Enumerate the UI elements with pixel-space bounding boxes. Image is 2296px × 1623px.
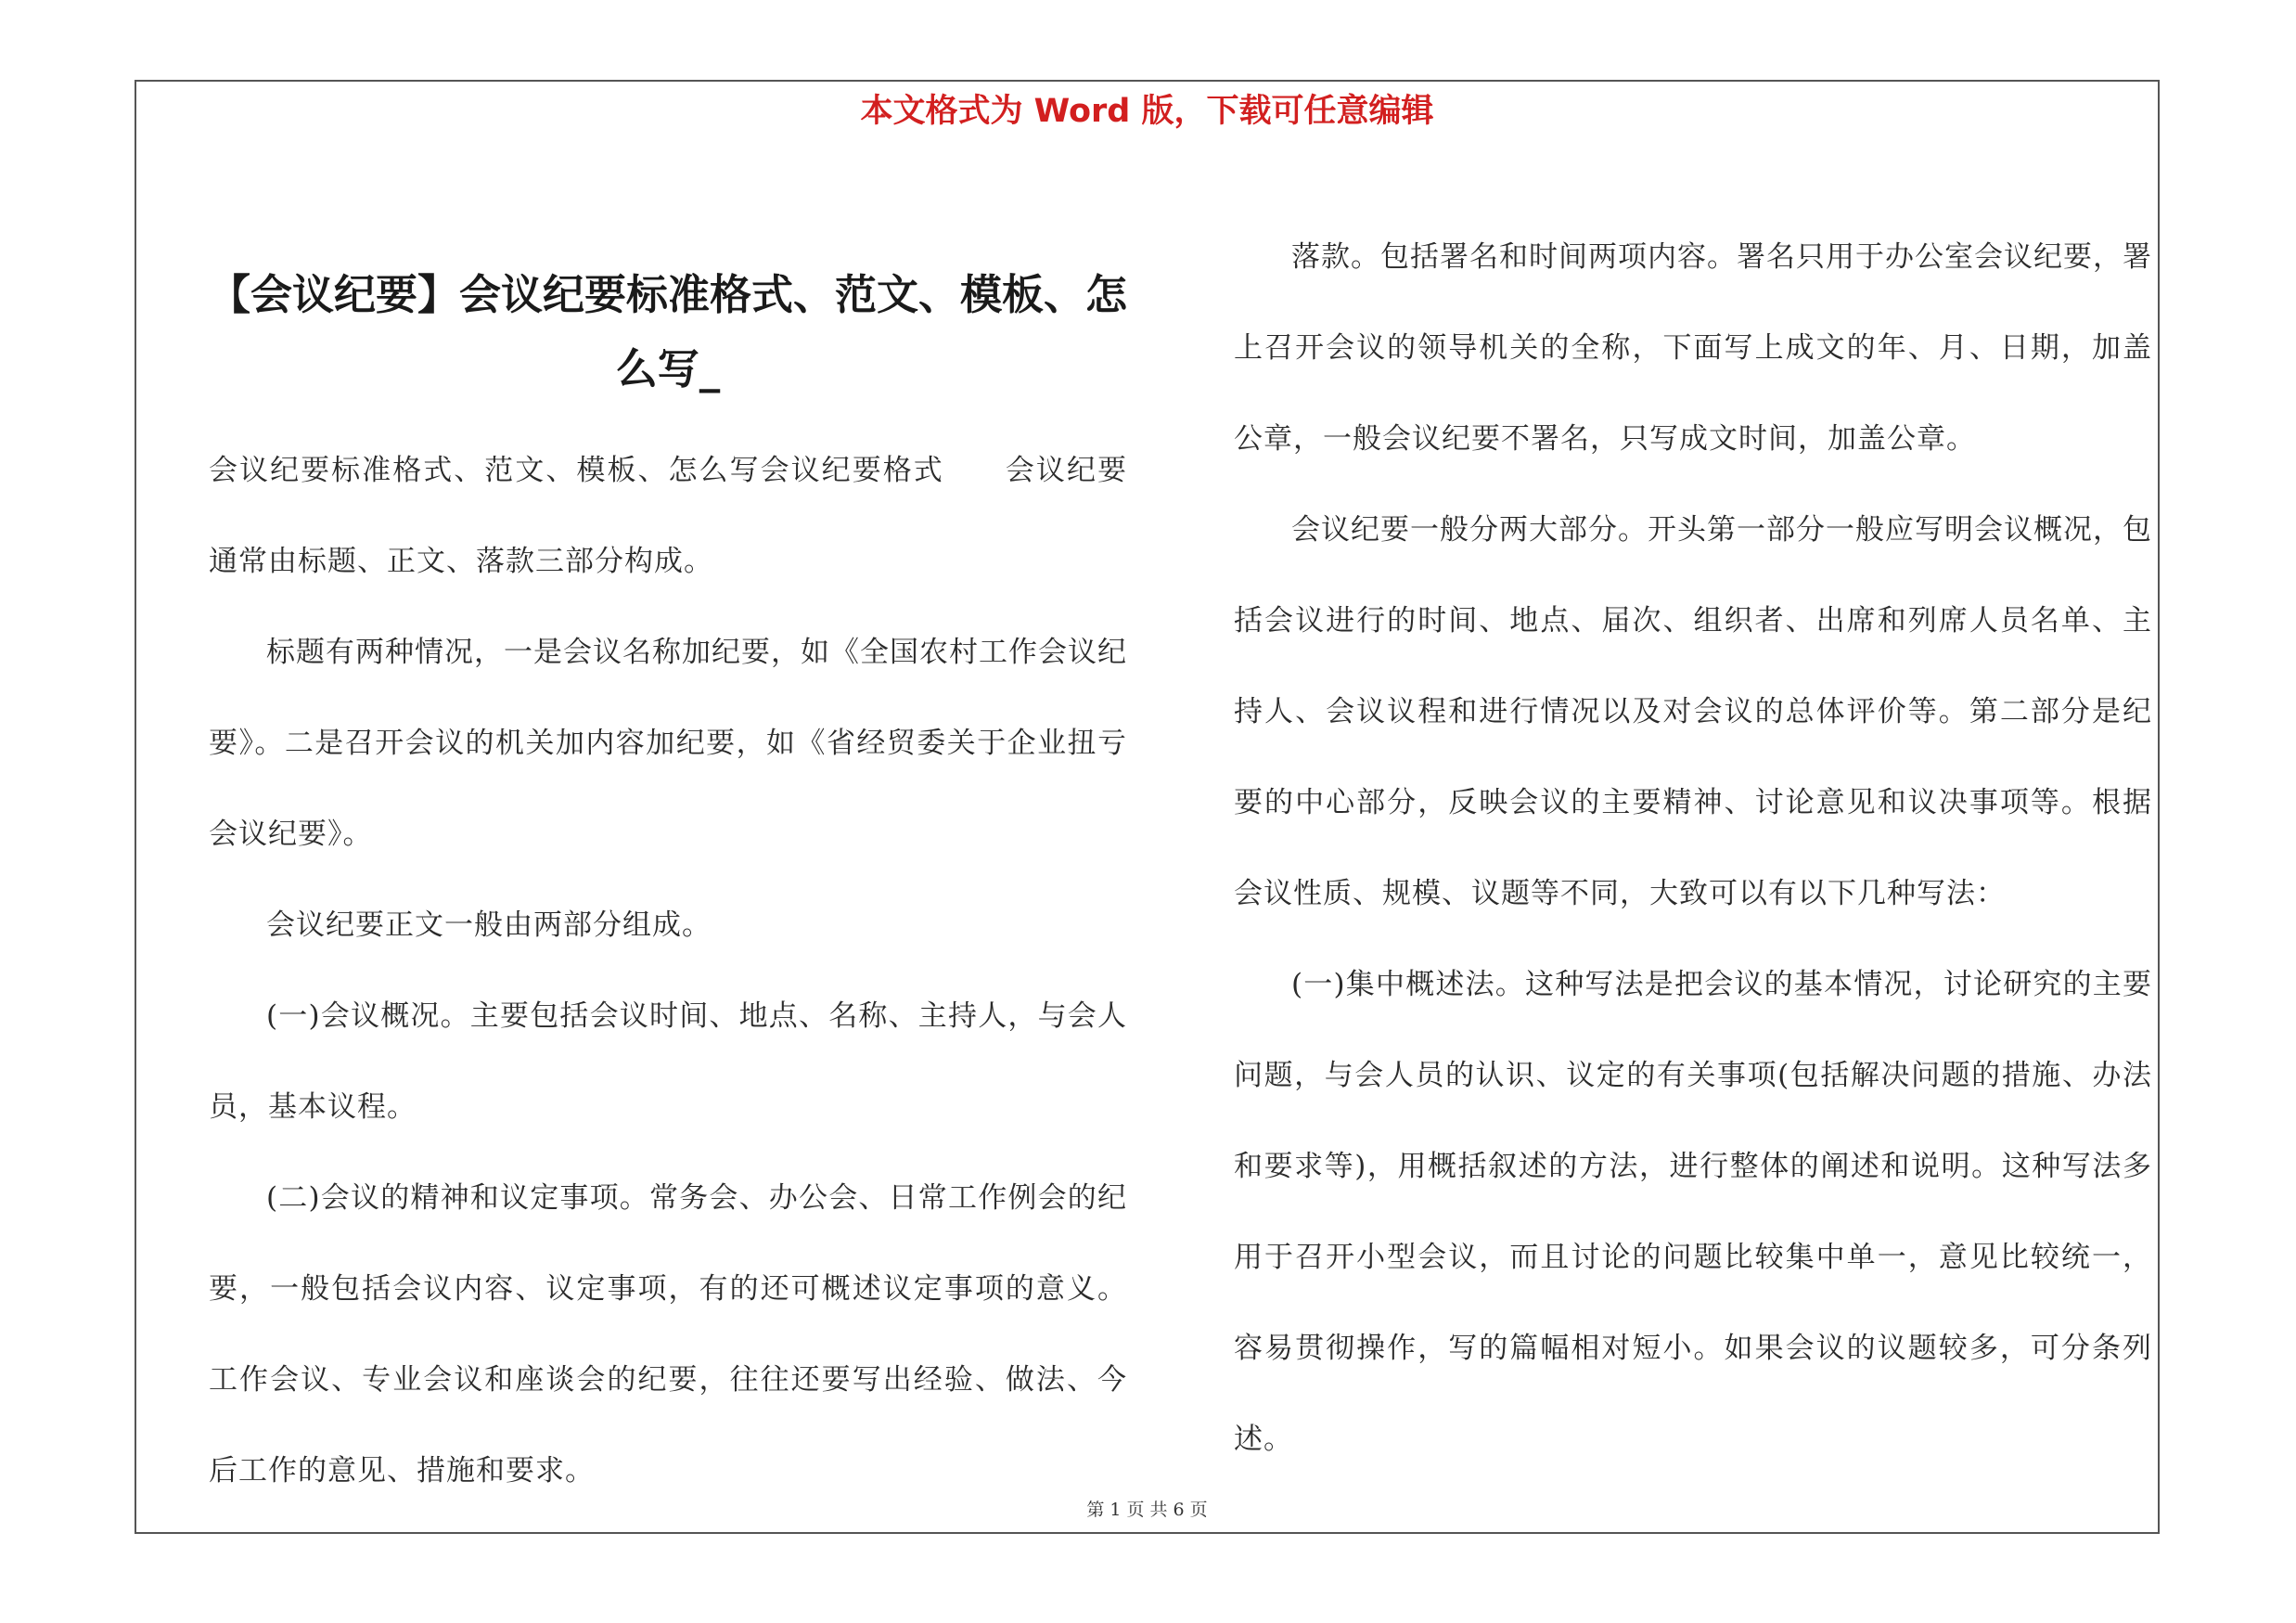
paragraph: 落款。包括署名和时间两项内容。署名只用于办公室会议纪要，署上召开会议的领导机关的全称，下面写上成文的年、月、日期，加盖公章，一般会议纪要不署名，只写成文时间，加盖公章。 xyxy=(1234,240,2152,456)
paragraph: (一)会议概况。主要包括会议时间、地点、名称、主持人，与会人员，基本议程。 xyxy=(209,999,1127,1124)
format-banner: 本文格式为 Word 版，下载可任意编辑 xyxy=(860,93,1434,130)
right-column xyxy=(1234,212,2152,1485)
paragraph: 会议纪要标准格式、范文、模板、怎么写会议纪要格式 会议纪要通常由标题、正文、落款三部分构成。 xyxy=(209,454,1127,578)
page-number-footer: 第 1 页 共 6 页 xyxy=(1086,1500,1208,1520)
paragraph: (二)会议的精神和议定事项。常务会、办公会、日常工作例会的纪要，一般包括会议内容、议定事项，有的还可概述议定事项的意义。工作会议、专业会议和座谈会的纪要，往往还要写出经验、做法、今后工作的意见、措施和要求。 xyxy=(209,1181,1127,1488)
paragraph: 会议纪要一般分两大部分。开头第一部分一般应写明会议概况，包括会议进行的时间、地点、届次、组织者、出席和列席人员名单、主持人、会议议程和进行情况以及对会议的总体评价等。第二部分是纪要的中心部分，反映会议的主要精神、讨论意见和议决事项等。根据会议性质、规模、议题等不同，大致可以有以下几种写法： xyxy=(1234,513,2152,910)
page-frame xyxy=(135,80,2160,1534)
left-column xyxy=(209,212,1127,1516)
paragraph: (一)集中概述法。这种写法是把会议的基本情况，讨论研究的主要问题，与会人员的认识、议定的有关事项(包括解决问题的措施、办法和要求等)，用概括叙述的方法，进行整体的阐述和说明。这种写法多用于召开小型会议，而且讨论的问题比较集中单一，意见比较统一，容易贯彻操作，写的篇幅相对短小。如果会议的议题较多，可分条列述。 xyxy=(1234,968,2152,1456)
paragraph: 标题有两种情况，一是会议名称加纪要，如《全国农村工作会议纪要》。二是召开会议的机关加内容加纪要，如《省经贸委关于企业扭亏会议纪要》。 xyxy=(209,636,1127,851)
paragraph: 会议纪要正文一般由两部分组成。 xyxy=(266,908,712,942)
document-title: 【会议纪要】会议纪要标准格式、范文、模板、怎么写_ xyxy=(209,270,1128,393)
